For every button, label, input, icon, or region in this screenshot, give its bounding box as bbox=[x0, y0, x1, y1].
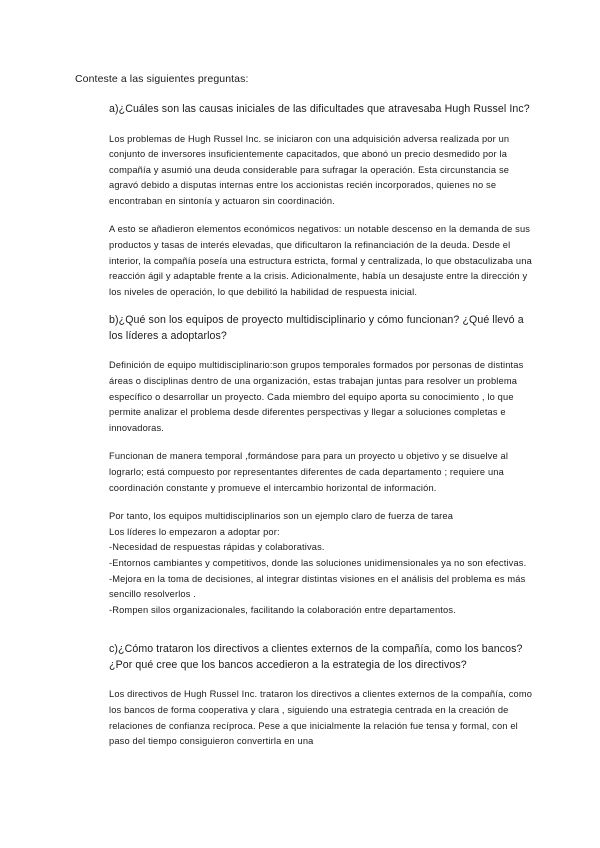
list-item: -Mejora en la toma de decisiones, al integrar distintas visiones en el análisis del problema es más sencillo resolverlos . bbox=[109, 573, 526, 600]
question-a: a)¿Cuáles son las causas iniciales de las dificultades que atravesaba Hugh Russel Inc? bbox=[109, 103, 530, 115]
instructions-heading: Conteste a las siguientes preguntas: bbox=[75, 73, 249, 85]
answer-b-paragraph-1: Definición de equipo multidisciplinario:son grupos temporales formados por personas de distintas áreas o disciplinas dentro de una organización, estas trabajan juntas para resolver un problema específico o desarrollar un proyecto. Cada miembro del equipo aporta su conocimiento , lo que permite analizar el problema desde diferentes perspectivas y llegar a soluciones completas e innovadoras. bbox=[109, 360, 524, 433]
answer-b-conclusion: Por tanto, los equipos multidisciplinarios son un ejemplo claro de fuerza de tarea bbox=[109, 511, 454, 522]
answer-b-paragraph-2: Funcionan de manera temporal ,formándose para para un proyecto u objetivo y se disuelve al lograrlo; está compuesto por representantes diferentes de cada departamento ; requiere una coordinación constante y promueve el intercambio horizontal de información. bbox=[109, 451, 509, 493]
list-item: -Necesidad de respuestas rápidas y colaborativas. bbox=[109, 542, 325, 553]
list-item: -Rompen silos organizacionales, facilitando la colaboración entre departamentos. bbox=[109, 604, 456, 615]
answer-a-paragraph-2: A esto se añadieron elementos económicos negativos: un notable descenso en la demanda de sus productos y tasas de interés elevadas, que dificultaron la refinanciación de la deuda. Desde el interior, la compañía poseía una estructura estricta, formal y centralizada, lo que obstaculizaba una reacción ágil y adaptable frente a la crisis. Adicionalmente, había un desajuste entre la dirección y los niveles de operación, lo que debilitó la habilidad de respuesta inicial. bbox=[109, 224, 532, 297]
question-c: c)¿Cómo trataron los directivos a clientes externos de la compañía, como los bancos? ¿Por qué cree que los bancos accedieron a la estrategia de los directivos? bbox=[109, 643, 523, 671]
answer-b-list-intro: Los líderes lo empezaron a adoptar por: bbox=[109, 526, 280, 537]
question-b: b)¿Qué son los equipos de proyecto multidisciplinario y cómo funcionan? ¿Qué llevó a los líderes a adoptarlos? bbox=[109, 314, 524, 342]
answer-c-paragraph-1: Los directivos de Hugh Russel Inc. trataron los directivos a clientes externos de la compañía, como los bancos de forma cooperativa y clara , siguiendo una estrategia centrada en la creación de relaciones de confianza recíproca. Pese a que inicialmente la relación fue tensa y formal, con el paso del tiempo consiguieron convertirla en una bbox=[109, 689, 533, 747]
answer-a-paragraph-1: Los problemas de Hugh Russel Inc. se iniciaron con una adquisición adversa realizada por un conjunto de inversores insuficientemente capacitados, que abonó un precio desmedido por la compañía y asumió una deuda considerable para sufragar la operación. Esta circunstancia se agravó debido a disputas internas entre los accionistas recién incorporados, quienes no se encontraban en sintonía y actuaron sin coordinación. bbox=[109, 133, 510, 206]
answers-body bbox=[109, 102, 534, 750]
list-item: -Entornos cambiantes y competitivos, donde las soluciones unidimensionales ya no son efectivas. bbox=[109, 557, 527, 568]
